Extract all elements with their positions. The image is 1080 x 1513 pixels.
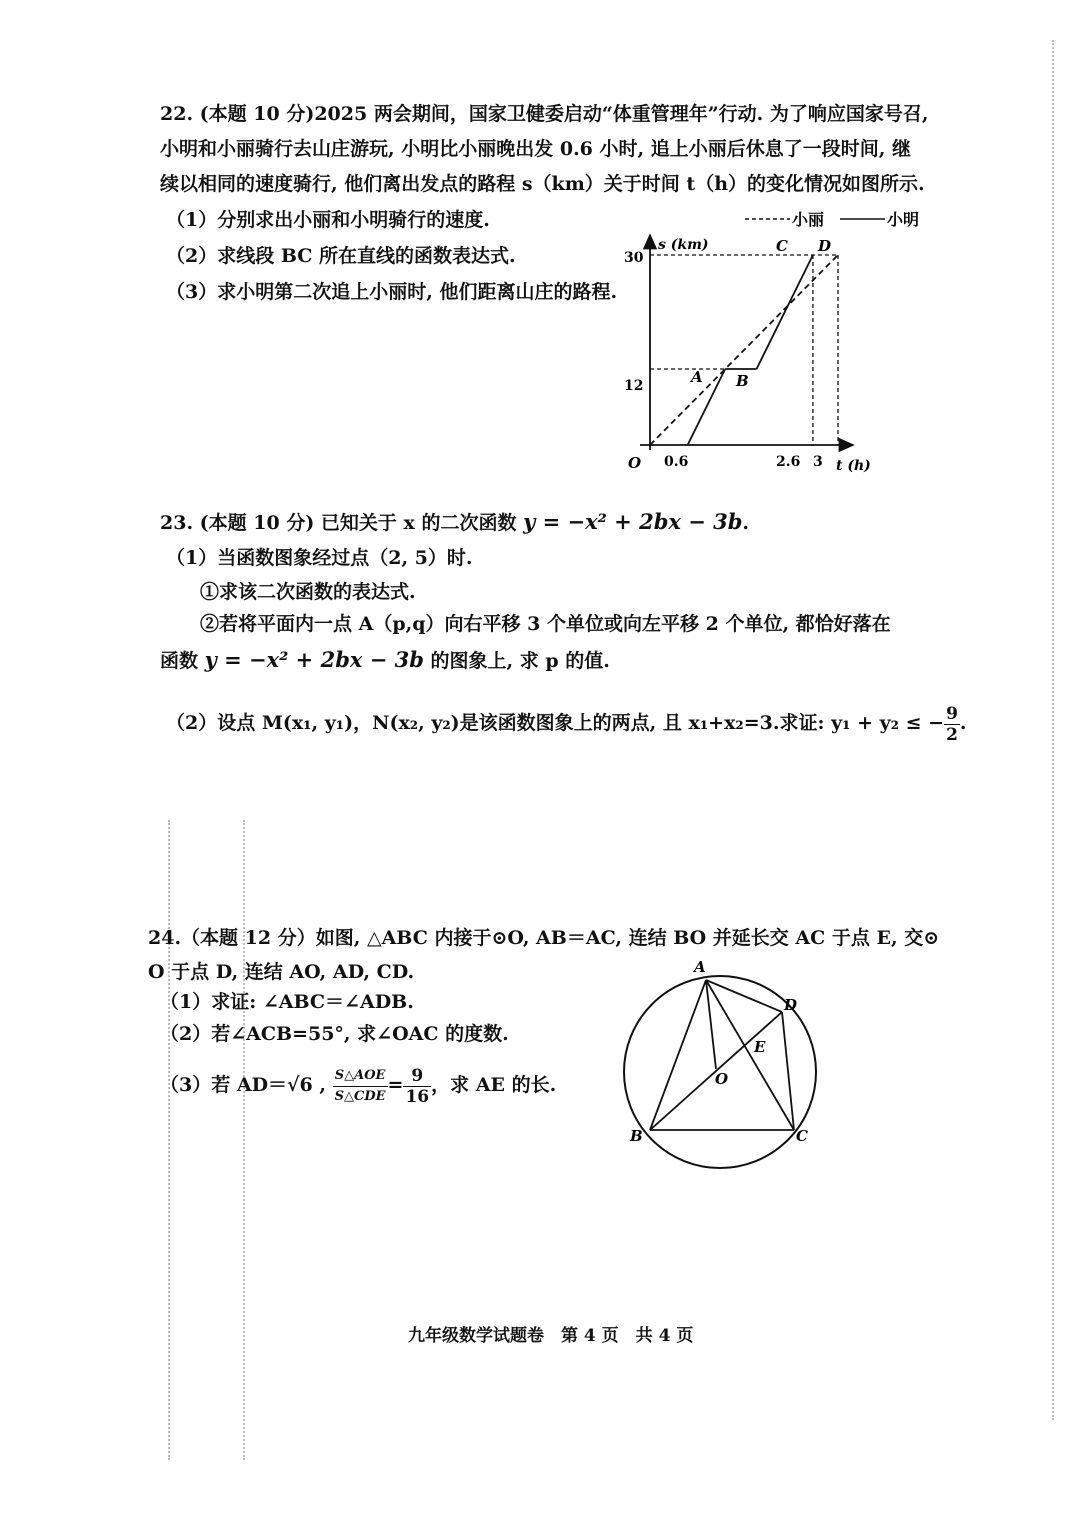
x-tick-0.6: 0.6 bbox=[664, 454, 689, 470]
q23-function-repeat: y = −x² + 2bx − 3b bbox=[204, 647, 424, 672]
circle-label-A: A bbox=[694, 958, 706, 976]
q22-sub1: （1）分别求出小丽和小明骑行的速度. bbox=[166, 209, 490, 231]
circle-label-B: B bbox=[630, 1127, 643, 1145]
q24-sub3-line bbox=[160, 1060, 556, 1110]
q24-line2: O 于点 D, 连结 AO, AD, CD. bbox=[148, 961, 415, 983]
series-1-segment-2 bbox=[757, 255, 813, 369]
circle-label-E: E bbox=[754, 1038, 766, 1056]
q22-line2: 小明和小丽骑行去山庄游玩, 小明比小丽晚出发 0.6 小时, 追上小丽后休息了一段时间, 继 bbox=[160, 138, 911, 160]
q24-ratio-den: S△CDE bbox=[334, 1088, 386, 1104]
binding-dots-left-2 bbox=[243, 820, 245, 1460]
q24-ratio-val-num: 9 bbox=[403, 1066, 431, 1087]
binding-dots-right bbox=[1052, 40, 1054, 1420]
segment-AC bbox=[706, 980, 794, 1130]
q23-intro: 23. (本题 10 分) 已知关于 x 的二次函数 bbox=[160, 512, 517, 534]
q23-frac-num: 9 bbox=[946, 703, 958, 724]
legend-ming-label: 小明 bbox=[887, 210, 920, 229]
segment-AB bbox=[650, 980, 706, 1130]
q23-sub1a: ①求该二次函数的表达式. bbox=[200, 581, 416, 603]
y-tick-30: 30 bbox=[624, 250, 644, 266]
page-footer: 九年级数学试题卷 第 4 页 共 4 页 bbox=[408, 1326, 694, 1346]
q24-line1: 24.（本题 12 分）如图, △ABC 内接于⊙O, AB＝AC, 连结 BO 并延长交 AC 于点 E, 交⊙ bbox=[148, 927, 940, 949]
q24-area-ratio bbox=[333, 1066, 388, 1107]
q24-ratio-eq: = bbox=[387, 1074, 404, 1096]
point-D-label: D bbox=[818, 237, 832, 255]
circle-label-O: O bbox=[715, 1070, 729, 1088]
y-tick-12: 12 bbox=[624, 378, 644, 394]
q23-fraction bbox=[944, 704, 960, 745]
q24-sub1: （1）求证: ∠ABC＝∠ADB. bbox=[160, 991, 414, 1013]
point-C-label: C bbox=[776, 237, 788, 255]
q23-sub1b-cont-line bbox=[160, 648, 610, 673]
series-0-segment-0 bbox=[650, 255, 838, 445]
y-axis-label: s (km) bbox=[658, 237, 709, 253]
q23-function: y = −x² + 2bx − 3b bbox=[523, 509, 743, 534]
x-axis-label: t (h) bbox=[836, 458, 871, 474]
origin-label: O bbox=[628, 454, 642, 472]
q23-sub1: （1）当函数图象经过点（2, 5）时. bbox=[166, 547, 473, 569]
graph-series bbox=[650, 255, 838, 445]
q23-intro-end: . bbox=[742, 512, 750, 534]
q23-sub2: （2）设点 M(x₁, y₁)，N(x₂, y₂)是该函数图象上的两点, 且 x₁+x₂=3.求证: y₁ + y₂ ≤ − bbox=[166, 712, 945, 734]
q22-sub3: （3）求小明第二次追上小丽时, 他们距离山庄的路程. bbox=[166, 281, 618, 303]
segment-AD bbox=[706, 980, 782, 1012]
q24-sub3-end: ，求 AE 的长. bbox=[431, 1074, 557, 1096]
q24-ratio-num: S△AOE bbox=[333, 1066, 388, 1087]
q23-intro-line bbox=[160, 510, 749, 535]
q24-circle-figure bbox=[610, 955, 840, 1175]
circle-label-D: D bbox=[784, 996, 798, 1014]
q24-sub3-pre: （3）若 AD＝√6 , bbox=[160, 1074, 326, 1096]
legend-li-label: 小丽 bbox=[792, 210, 825, 229]
x-tick-3: 3 bbox=[813, 454, 823, 470]
circle-label-C: C bbox=[796, 1127, 808, 1145]
q22-graph bbox=[610, 200, 940, 490]
point-B-label: B bbox=[736, 372, 749, 390]
q22-line3: 续以相同的速度骑行, 他们离出发点的路程 s（km）关于时间 t（h）的变化情况如图所示. bbox=[160, 173, 925, 195]
q23-sub1b-cont: 函数 bbox=[160, 650, 199, 672]
q24-sub2: （2）若∠ACB=55°, 求∠OAC 的度数. bbox=[160, 1023, 509, 1045]
q24-ratio-value bbox=[403, 1066, 431, 1107]
q23-sub1b: ②若将平面内一点 A（p,q）向右平移 3 个单位或向左平移 2 个单位, 都恰好落在 bbox=[200, 613, 891, 635]
q23-sub1b-end: 的图象上, 求 p 的值. bbox=[430, 650, 610, 672]
q23-sub2-end: . bbox=[959, 712, 967, 734]
point-A-label: A bbox=[691, 368, 703, 386]
q23-sub2-line bbox=[166, 700, 967, 746]
q24-ratio-val-den: 16 bbox=[405, 1086, 430, 1107]
q23-frac-den: 2 bbox=[946, 724, 958, 745]
q22-line1: 22. (本题 10 分)2025 两会期间，国家卫健委启动“体重管理年”行动. 为了响应国家号召, bbox=[160, 103, 929, 125]
q22-sub2: （2）求线段 BC 所在直线的函数表达式. bbox=[166, 245, 516, 267]
binding-dots-left-1 bbox=[168, 820, 170, 1460]
x-tick-2.6: 2.6 bbox=[776, 454, 801, 470]
